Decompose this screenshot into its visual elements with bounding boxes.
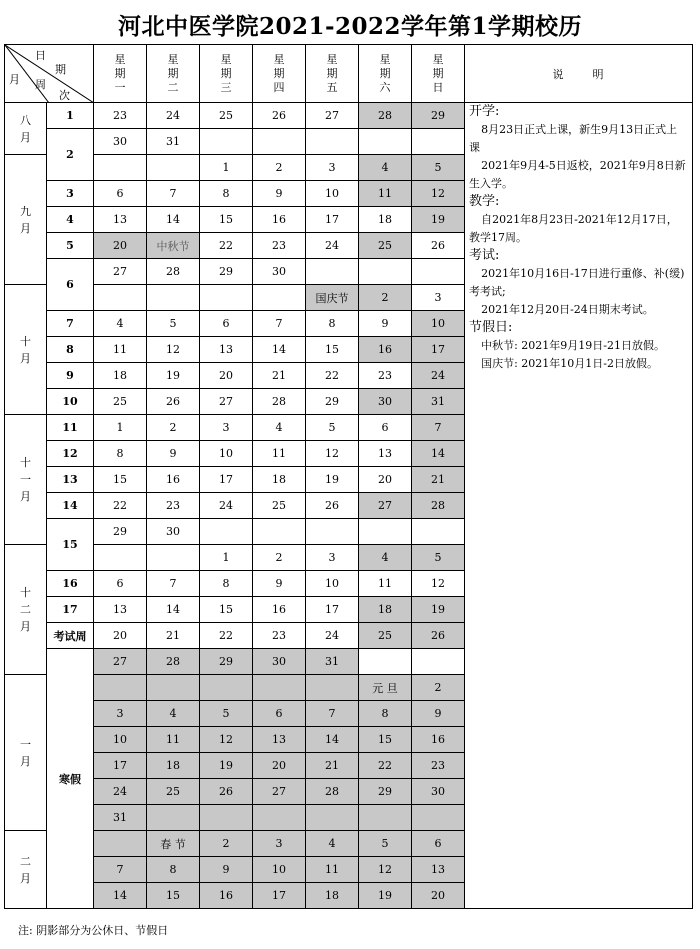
day-cell: 10 [306,571,359,597]
corner-label-ci: 次 [59,89,70,102]
notes-kaixue-line: 2021年9月4-5日返校，2021年9月8日新生入学。 [469,159,686,190]
day-cell: 18 [359,207,412,233]
day-cell [253,805,306,831]
day-cell [147,155,200,181]
day-cell: 2 [253,155,306,181]
notes-panel [465,103,693,909]
month-sep: 九 月 [5,155,47,285]
day-cell: 30 [253,259,306,285]
day-cell [94,831,147,857]
holiday-mid-autumn: 中秋节 [147,233,200,259]
calendar-table [4,44,693,909]
day-cell: 24 [147,103,200,129]
day-cell: 24 [412,363,465,389]
week-number: 4 [47,207,94,233]
day-cell: 29 [200,649,253,675]
day-cell [412,129,465,155]
day-cell: 31 [306,649,359,675]
day-cell [359,519,412,545]
day-cell: 16 [253,597,306,623]
day-cell [147,545,200,571]
week-number: 1 [47,103,94,129]
day-cell: 27 [94,259,147,285]
day-cell: 20 [94,233,147,259]
day-cell: 18 [306,883,359,909]
day-cell: 9 [253,181,306,207]
day-cell: 23 [412,753,465,779]
day-cell: 9 [359,311,412,337]
day-cell: 12 [147,337,200,363]
day-cell [306,675,359,701]
week-number: 11 [47,415,94,441]
day-cell: 19 [200,753,253,779]
day-cell: 13 [359,441,412,467]
notes-kaoshi-heading: 考试: [469,248,500,263]
day-cell: 7 [412,415,465,441]
day-cell: 15 [200,597,253,623]
day-cell: 4 [147,701,200,727]
day-cell: 16 [253,207,306,233]
day-cell [253,129,306,155]
exam-week-label: 考试周 [47,623,94,649]
day-cell: 29 [94,519,147,545]
day-cell: 5 [306,415,359,441]
week-number: 12 [47,441,94,467]
day-cell: 19 [306,467,359,493]
week-number: 14 [47,493,94,519]
day-cell: 8 [200,571,253,597]
day-cell: 14 [147,597,200,623]
day-cell: 30 [359,389,412,415]
day-cell: 15 [147,883,200,909]
day-cell: 6 [94,571,147,597]
corner-header [5,45,94,103]
week-number: 10 [47,389,94,415]
day-cell: 3 [412,285,465,311]
day-cell: 4 [359,155,412,181]
day-cell: 28 [253,389,306,415]
day-cell [147,675,200,701]
day-cell: 23 [94,103,147,129]
day-cell [147,805,200,831]
day-cell: 30 [412,779,465,805]
day-cell: 18 [253,467,306,493]
day-cell: 17 [94,753,147,779]
day-cell: 13 [94,597,147,623]
day-cell: 21 [412,467,465,493]
day-cell: 26 [253,103,306,129]
day-cell: 11 [306,857,359,883]
notes-jiejia-heading: 节假日: [469,320,513,335]
day-cell: 28 [147,649,200,675]
day-cell: 18 [359,597,412,623]
day-cell: 23 [147,493,200,519]
weekday-header-fri: 星 期 五 [306,45,359,103]
day-cell: 14 [412,441,465,467]
day-cell: 29 [359,779,412,805]
day-cell: 12 [306,441,359,467]
day-cell: 5 [147,311,200,337]
day-cell [306,259,359,285]
day-cell [200,675,253,701]
day-cell: 26 [147,389,200,415]
day-cell: 26 [412,623,465,649]
weekday-header-sun: 星 期 日 [412,45,465,103]
day-cell: 23 [359,363,412,389]
day-cell: 16 [147,467,200,493]
day-cell: 7 [147,571,200,597]
day-cell: 20 [94,623,147,649]
footnote: 注: 阴影部分为公休日、节假日 [18,924,169,937]
day-cell: 13 [200,337,253,363]
day-cell: 4 [306,831,359,857]
holiday-national-day: 国庆节 [306,285,359,311]
day-cell [94,285,147,311]
weekday-header-wed: 星 期 三 [200,45,253,103]
week-number: 13 [47,467,94,493]
day-cell: 16 [412,727,465,753]
day-cell: 11 [147,727,200,753]
day-cell: 31 [147,129,200,155]
day-cell: 20 [200,363,253,389]
month-oct: 十 月 [5,285,47,415]
day-cell: 29 [200,259,253,285]
day-cell: 7 [147,181,200,207]
day-cell: 11 [359,571,412,597]
day-cell: 4 [359,545,412,571]
day-cell: 25 [359,233,412,259]
day-cell: 17 [200,467,253,493]
corner-label-zhou: 周 [35,78,46,91]
day-cell: 27 [306,103,359,129]
day-cell: 22 [359,753,412,779]
day-cell [253,675,306,701]
week-number: 7 [47,311,94,337]
day-cell: 22 [200,623,253,649]
week-number: 3 [47,181,94,207]
day-cell: 10 [94,727,147,753]
day-cell: 26 [306,493,359,519]
day-cell: 4 [94,311,147,337]
day-cell: 3 [253,831,306,857]
day-cell [200,519,253,545]
day-cell [359,805,412,831]
day-cell: 1 [200,545,253,571]
weekday-header-tue: 星 期 二 [147,45,200,103]
day-cell: 28 [306,779,359,805]
day-cell: 24 [94,779,147,805]
header-row [5,45,693,103]
day-cell: 6 [94,181,147,207]
day-cell: 11 [94,337,147,363]
notes-kaoshi-line: 2021年12月20日-24日期末考试。 [481,303,654,316]
day-cell: 3 [200,415,253,441]
day-cell: 9 [147,441,200,467]
day-cell: 29 [412,103,465,129]
day-cell: 15 [94,467,147,493]
day-cell: 1 [94,415,147,441]
holiday-new-year: 元 旦 [359,675,412,701]
notes-jiaoxue-heading: 教学: [469,194,500,209]
day-cell: 15 [200,207,253,233]
day-cell: 9 [412,701,465,727]
notes-kaoshi-line: 2021年10月16日-17日进行重修、补(缓)考考试; [469,267,685,298]
day-cell: 15 [359,727,412,753]
day-cell [306,129,359,155]
month-nov: 十 一 月 [5,415,47,545]
week-number: 2 [47,129,94,181]
day-cell: 12 [412,181,465,207]
day-cell [359,649,412,675]
notes-jiaoxue-line: 自2021年8月23日-2021年12月17日，教学17周。 [469,213,678,244]
day-cell: 22 [200,233,253,259]
day-cell: 11 [253,441,306,467]
month-dec: 十 二 月 [5,545,47,675]
day-cell: 11 [359,181,412,207]
day-cell: 3 [306,155,359,181]
day-cell: 27 [359,493,412,519]
day-cell: 9 [200,857,253,883]
day-cell: 18 [94,363,147,389]
notes-kaixue-heading: 开学: [469,104,500,119]
winter-break-label: 寒假 [47,649,94,909]
day-cell: 21 [253,363,306,389]
day-cell: 26 [412,233,465,259]
day-cell: 28 [359,103,412,129]
corner-label-yue: 月 [9,73,20,86]
day-cell: 17 [253,883,306,909]
notes-jiejia-line: 中秋节: 2021年9月19日-21日放假。 [481,339,665,352]
day-cell [200,805,253,831]
week-number: 17 [47,597,94,623]
day-cell: 10 [253,857,306,883]
day-cell [412,259,465,285]
day-cell: 2 [253,545,306,571]
day-cell: 14 [94,883,147,909]
day-cell: 25 [359,623,412,649]
day-cell: 30 [94,129,147,155]
day-cell: 9 [253,571,306,597]
day-cell: 24 [306,623,359,649]
day-cell: 14 [306,727,359,753]
day-cell: 7 [253,311,306,337]
day-cell: 29 [306,389,359,415]
day-cell: 30 [147,519,200,545]
day-cell: 12 [359,857,412,883]
day-cell: 27 [253,779,306,805]
day-cell: 21 [306,753,359,779]
day-cell: 5 [200,701,253,727]
day-cell: 27 [200,389,253,415]
day-cell [253,519,306,545]
day-cell: 7 [94,857,147,883]
week-number: 9 [47,363,94,389]
day-cell: 16 [200,883,253,909]
day-cell: 19 [359,883,412,909]
day-cell: 19 [147,363,200,389]
day-cell: 23 [253,623,306,649]
day-cell: 13 [94,207,147,233]
day-cell: 14 [147,207,200,233]
day-cell: 1 [200,155,253,181]
day-cell: 10 [306,181,359,207]
day-cell [359,129,412,155]
notes-kaixue-line: 8月23日正式上课，新生9月13日正式上课 [469,123,678,154]
month-feb: 二 月 [5,831,47,909]
day-cell: 19 [412,597,465,623]
notes-header: 说 明 [465,45,693,103]
day-cell: 20 [253,753,306,779]
day-cell: 19 [412,207,465,233]
day-cell: 30 [253,649,306,675]
day-cell [359,259,412,285]
day-cell: 28 [412,493,465,519]
day-cell [412,519,465,545]
day-cell: 25 [200,103,253,129]
day-cell: 10 [412,311,465,337]
day-cell: 6 [359,415,412,441]
day-cell: 31 [94,805,147,831]
day-cell: 2 [359,285,412,311]
day-cell: 5 [412,545,465,571]
day-cell: 8 [94,441,147,467]
day-cell: 20 [359,467,412,493]
day-cell: 2 [200,831,253,857]
notes-jiejia-line: 国庆节: 2021年10月1日-2日放假。 [481,357,659,370]
week-number: 8 [47,337,94,363]
day-cell [253,285,306,311]
day-cell: 6 [253,701,306,727]
day-cell: 2 [147,415,200,441]
day-cell: 17 [306,597,359,623]
week-number: 5 [47,233,94,259]
day-cell [306,805,359,831]
day-cell [94,545,147,571]
day-cell: 14 [253,337,306,363]
day-cell: 6 [200,311,253,337]
day-cell: 8 [359,701,412,727]
day-cell: 25 [253,493,306,519]
day-cell: 2 [412,675,465,701]
day-cell: 18 [147,753,200,779]
day-cell: 17 [306,207,359,233]
day-cell: 8 [306,311,359,337]
day-cell: 13 [253,727,306,753]
corner-label-ri: 日 [35,49,46,62]
day-cell: 25 [147,779,200,805]
corner-label-qi: 期 [55,63,66,76]
day-cell: 4 [253,415,306,441]
day-cell: 23 [253,233,306,259]
day-cell: 31 [412,389,465,415]
week-number: 16 [47,571,94,597]
day-cell: 3 [306,545,359,571]
day-cell: 15 [306,337,359,363]
day-cell: 22 [306,363,359,389]
day-cell: 24 [306,233,359,259]
page-title: 河北中医学院2021-2022学年第1学期校历 [117,13,583,40]
day-cell: 13 [412,857,465,883]
day-cell [306,519,359,545]
day-cell: 24 [200,493,253,519]
day-cell [147,285,200,311]
day-cell: 3 [94,701,147,727]
day-cell: 8 [200,181,253,207]
day-cell: 27 [94,649,147,675]
day-cell: 10 [200,441,253,467]
week-number: 15 [47,519,94,571]
day-cell: 22 [94,493,147,519]
month-aug: 八 月 [5,103,47,155]
day-cell: 12 [412,571,465,597]
day-cell: 5 [359,831,412,857]
day-cell: 21 [147,623,200,649]
day-cell: 17 [412,337,465,363]
day-cell: 20 [412,883,465,909]
week-number: 6 [47,259,94,311]
day-cell [94,155,147,181]
weekday-header-sat: 星 期 六 [359,45,412,103]
day-cell: 16 [359,337,412,363]
day-cell [200,285,253,311]
day-cell: 8 [147,857,200,883]
day-cell [94,675,147,701]
day-cell [200,129,253,155]
weekday-header-thu: 星 期 四 [253,45,306,103]
day-cell: 26 [200,779,253,805]
table-row [5,103,693,129]
day-cell: 12 [200,727,253,753]
day-cell [412,649,465,675]
holiday-spring-festival: 春 节 [147,831,200,857]
weekday-header-mon: 星 期 一 [94,45,147,103]
day-cell: 6 [412,831,465,857]
day-cell: 25 [94,389,147,415]
day-cell: 5 [412,155,465,181]
day-cell: 7 [306,701,359,727]
month-jan: 一 月 [5,675,47,831]
day-cell: 28 [147,259,200,285]
day-cell [412,805,465,831]
